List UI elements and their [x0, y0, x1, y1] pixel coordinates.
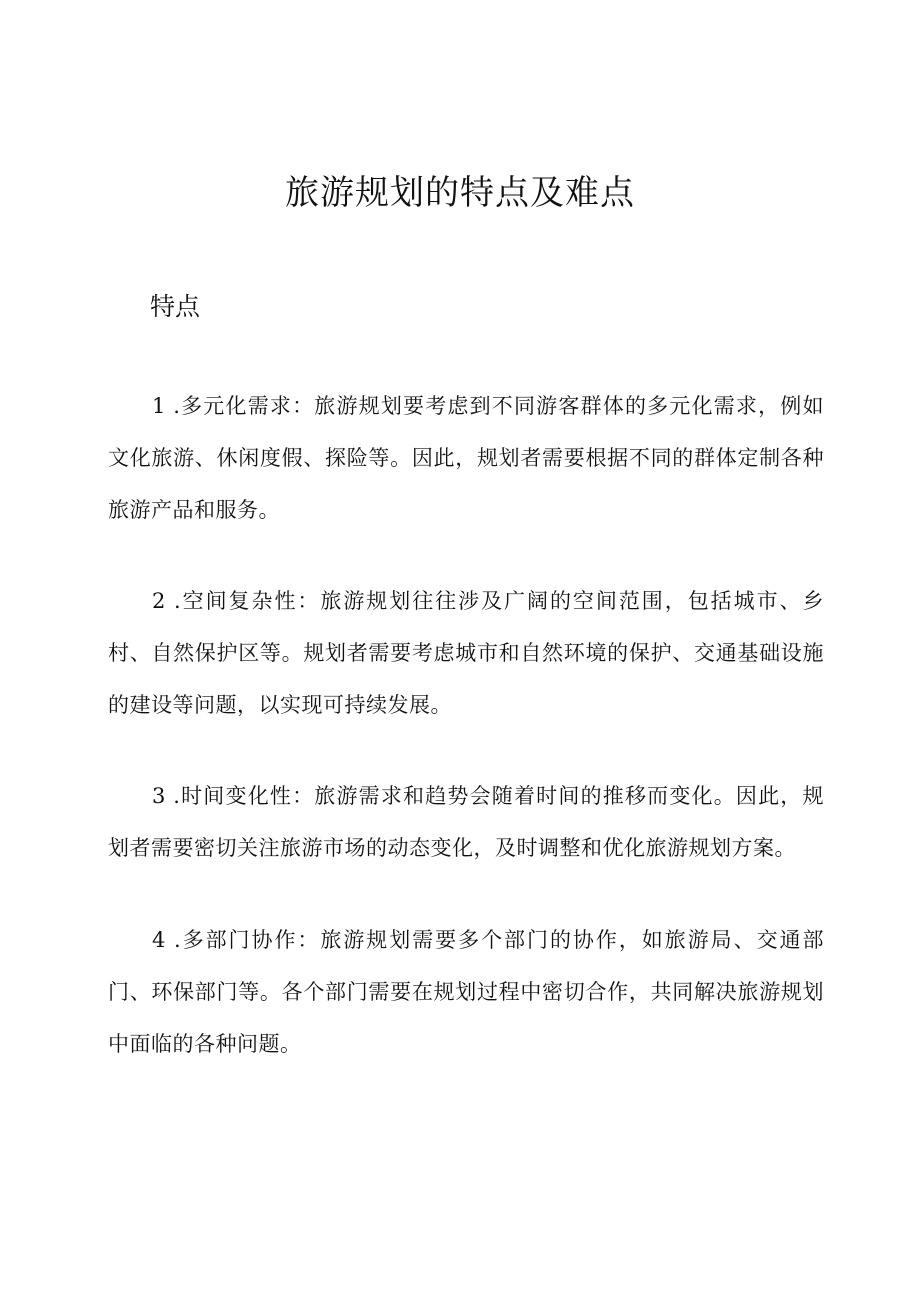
list-item [108, 575, 824, 731]
item-text: .多部门协作：旅游规划需要多个部门的协作，如旅游局、交通部门、环保部门等。各个部门需要在规划过程中密切合作，共同解决旅游规划中面临的各种问题。 [108, 928, 824, 1056]
list-item [108, 914, 824, 1070]
item-text: .多元化需求：旅游规划要考虑到不同游客群体的多元化需求，例如文化旅游、休闲度假、探险等。因此，规划者需要根据不同的群体定制各种旅游产品和服务。 [108, 394, 824, 522]
item-number: 3 [152, 784, 166, 808]
item-text: .空间复杂性：旅游规划往往涉及广阔的空间范围，包括城市、乡村、自然保护区等。规划者需要考虑城市和自然环境的保护、交通基础设施的建设等问题，以实现可持续发展。 [108, 589, 824, 717]
item-number: 1 [152, 394, 166, 418]
section-heading: 特点 [150, 292, 201, 321]
item-text: .时间变化性：旅游需求和趋势会随着时间的推移而变化。因此，规划者需要密切关注旅游市场的动态变化，及时调整和优化旅游规划方案。 [108, 784, 824, 860]
document-title: 旅游规划的特点及难点 [285, 173, 635, 213]
item-number: 2 [152, 589, 166, 613]
list-item [108, 770, 824, 874]
item-number: 4 [152, 928, 166, 952]
list-item [108, 380, 824, 536]
